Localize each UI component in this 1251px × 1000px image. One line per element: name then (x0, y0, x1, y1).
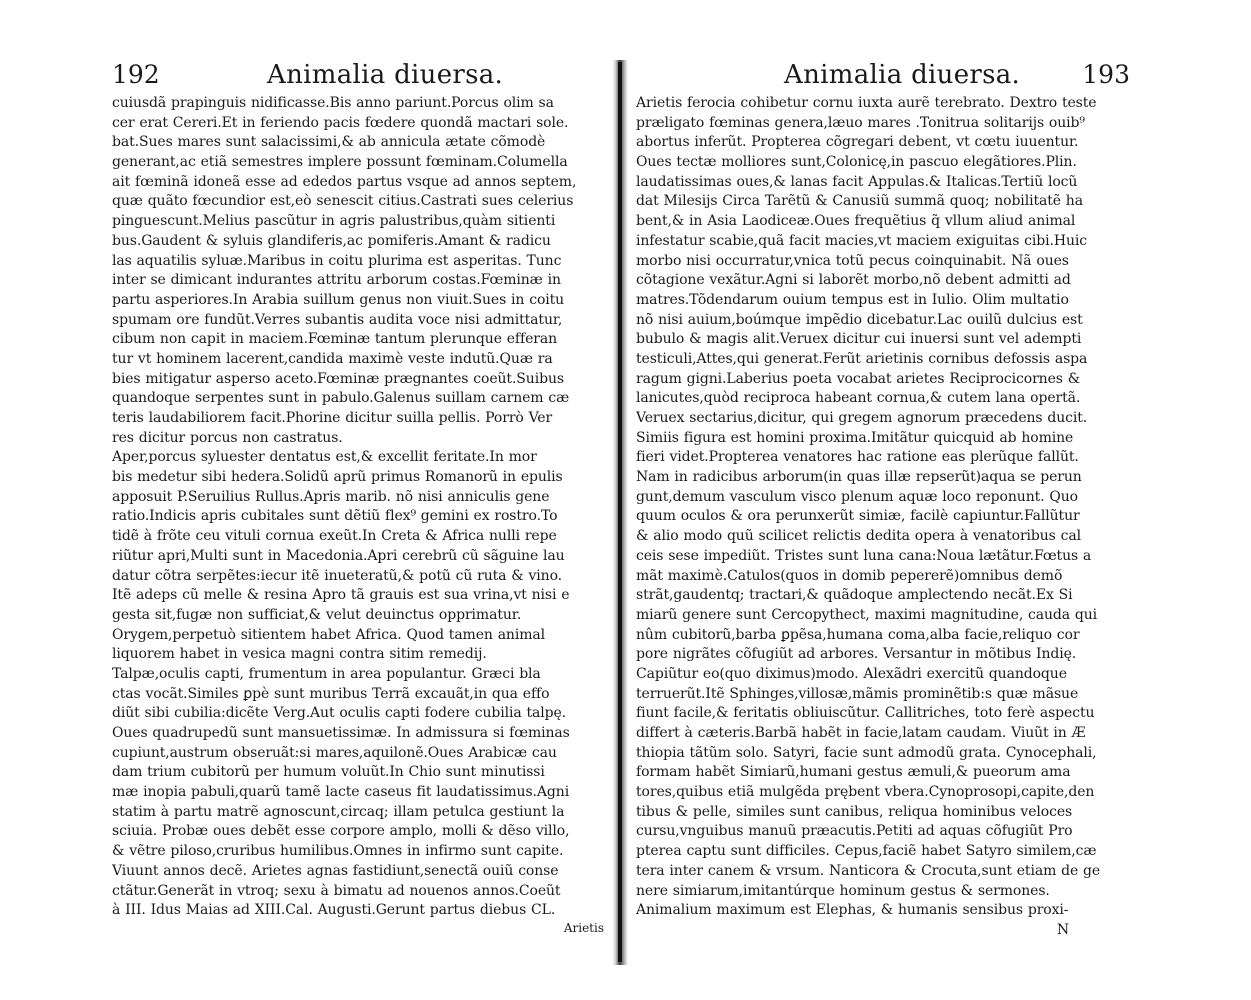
text-line: Aper,porcus syluester dentatus est,& excellit feritate.In mor (112, 449, 537, 466)
text-line: strãt,gaudentq; tractari,& quãdoque amplectendo necãt.Ex Si (636, 587, 1073, 604)
text-line: res dicitur porcus non castratus. (112, 429, 343, 446)
text-line: thiopia tãtũm solo. Satyri, facie sunt admodũ grata. Cynocephali, (636, 744, 1097, 761)
binding-shadow (618, 62, 622, 962)
text-line: matres.Tõdendarum ouium tempus est in Iulio. Olim multatio (636, 291, 1069, 308)
text-line: tera inter canem & vrsum. Nanticora & Crocuta,sunt etiam de ge (636, 862, 1101, 879)
text-line: bat.Sues mares sunt salacissimi,& ab annicula ætate cõmodè (112, 134, 546, 151)
text-line: morbo nisi occurratur,vnica totũ pecus coinquinabit. Nã oues (636, 252, 1069, 269)
text-line: tur vt hominem lacerent,candida maximè veste indutũ.Quæ ra (112, 350, 553, 367)
text-line: formam habẽt Simiarũ,humani gestus æmuli,& pueorum ama (636, 764, 1071, 781)
page-number-left: 192 (112, 60, 160, 89)
text-line: generant,ac etiã semestres implere possunt fœminam.Columella (112, 154, 568, 171)
text-line: nõ nisi auium,boúmque impẽdio dicebatur.Lac ouilũ dulcius est (636, 311, 1083, 328)
text-line: & alio modo quũ scilicet relictis dedita opera à venatoribus cal (636, 528, 1081, 545)
text-line: pinguescunt.Melius pascũtur in agris palustribus,quàm sitienti (112, 213, 556, 230)
page-number-right: 193 (1082, 60, 1130, 89)
text-line: nere simiarum,imitantúrque hominum gestus & sermones. (636, 882, 1050, 899)
text-line: teris laudabiliorem facit.Phorine dicitur suilla pellis. Porrò Ver (112, 410, 553, 426)
text-line: ceis sese impediũt. Tristes sunt luna cana:Noua lætãtur.Fœtus a (636, 547, 1092, 564)
text-line: Animalium maximum est Elephas, & humanis sensibus proxi- (636, 902, 1069, 919)
text-line: bent,& in Asia Laodiceæ.Oues frequẽtius q̃ vllum aliud animal (636, 213, 1076, 230)
text-line: statim à partu matrẽ agnoscunt,circaq; illam petulca gestiunt la (112, 803, 565, 820)
text-line: gunt,demum vasculum visco plenum aquæ loco reponunt. Quo (636, 488, 1078, 505)
text-line: Arietis ferocia cohibetur cornu iuxta aurẽ terebrato. Dextro teste (636, 95, 1097, 111)
text-line: præligato fœminas genera,læuo mares .Tonitrua solitarijs ouib⁹ (636, 114, 1085, 131)
text-line: laudatissimas oues,& lanas facit Appulas.& Italicas.Tertiũ locũ (636, 173, 1078, 190)
right-page-text (636, 94, 1130, 921)
text-line: riũtur apri,Multi sunt in Macedonia.Apri cerebrũ cũ sãguine lau (112, 547, 565, 564)
text-line: Oues quadrupedũ sunt mansuetissimæ. In admissura si fœminas (112, 725, 570, 741)
text-line: ratio.Indicis apris cubitales sunt dẽtiũ flex⁹ gemini ex rostro.To (112, 508, 558, 525)
text-line: abortus inferũt. Propterea cõgregari debent, vt cœtu iuuentur. (636, 134, 1079, 151)
text-line: ragum gigni.Laberius poeta vocabat arietes Reciprocicornes & (636, 370, 1081, 387)
text-line: bies mitigatur asperso aceto.Fœminæ prægnantes coeũt.Suibus (112, 370, 564, 387)
text-line: cer erat Cereri.Et in feriendo pacis fœdere quondã mactari sole. (112, 114, 569, 131)
text-line: Itẽ adeps cũ melle & resina Apro tã grauis est sua vrina,vt nisi e (112, 587, 570, 604)
right-page (636, 58, 1130, 988)
text-line: mãt maximè.Catulos(quos in domib pepererẽ)omnibus demõ (636, 567, 1063, 584)
text-line: Talpæ,oculis capti, frumentum in area populantur. Græci bla (112, 665, 541, 682)
catchword: Arietis (563, 920, 604, 935)
text-line: quæ quãto fœcundior est,eò senescit citius.Castrati sues celerius (112, 193, 574, 210)
text-line: cupiunt,austrum obseruãt:si mares,aquilonẽ.Oues Arabicæ cau (112, 744, 557, 761)
text-line: sciuia. Probæ oues debẽt esse corpore amplo, molli & dẽso villo, (112, 823, 570, 840)
text-line: cibum non capit in maciem.Fœminæ tantum plerunque efferan (112, 331, 558, 348)
text-line: ait fœminã idoneã esse ad ededos partus vsque ad annos septem, (112, 173, 577, 190)
text-line: Orygem,perpetuò sitientem habet Africa. Quod tamen animal (112, 626, 546, 643)
right-page-header (636, 58, 1130, 92)
text-line: dat Milesijs Circa Tarẽtũ & Canusiũ summã quoq; nobilitatẽ ha (636, 193, 1083, 210)
text-line: terruerũt.Itẽ Sphinges,villosæ,mãmis prominẽtib:s quæ mãsue (636, 685, 1079, 702)
running-title-right: Animalia diuersa. (784, 60, 1021, 90)
text-line: ctãtur.Generãt in vtroq; sexu à bimatu ad nouenos annos.Coeũt (112, 882, 561, 899)
text-line: à III. Idus Maias ad XIII.Cal. Augusti.Gerunt partus diebus CL. (112, 902, 556, 919)
text-line: quum oculos & ora perunxerũt simiæ, facilè capiuntur.Fallũtur (636, 508, 1080, 525)
text-line: Nam in radicibus arborum(in quas illæ repserũt)aqua se perun (636, 469, 1082, 486)
text-line: cõtagione vexãtur.Agni si laborẽt morbo,nõ debent admitti ad (636, 272, 1071, 289)
text-line: & vẽtre piloso,cruribus humilibus.Omnes in infirmo sunt capite. (112, 843, 564, 860)
left-page-header (112, 58, 604, 92)
left-page (112, 58, 604, 988)
text-line: testiculi,Attes,qui generat.Ferũt arietinis cornibus defossis aspa (636, 350, 1088, 367)
text-line: tibus & pelle, similes sunt canibus, reliqua hominibus veloces (636, 803, 1073, 820)
text-line: mæ inopia pabuli,quarũ tamẽ lacte caseus fit laudatissimus.Agni (112, 784, 570, 801)
text-line: pore nigrãtes cõfugiũt ad arbores. Versantur in mõtibus Indię. (636, 646, 1077, 663)
text-line: differt à cæteris.Barbã habẽt in facie,latam caudam. Viuũt in Æ (636, 725, 1086, 741)
running-title-left: Animalia diuersa. (267, 60, 504, 90)
signature-mark: N (1056, 921, 1070, 938)
text-line: diũt sibi cubilia:dicẽte Verg.Aut oculis capti fodere cubilia talpę. (112, 705, 567, 722)
text-line: apposuit P.Seruilius Rullus.Apris marib. nõ nisi anniculis gene (112, 488, 550, 505)
text-line: miarũ genere sunt Cercopythect, maximi magnitudine, cauda qui (636, 606, 1098, 623)
text-line: las aquatilis syluæ.Maribus in coitu plurima est asperitas. Tunc (112, 252, 562, 269)
text-line: gesta sit,fugæ non sufficiat,& velut deuinctus opprimatur. (112, 606, 522, 623)
text-line: infestatur scabie,quã facit macies,vt maciem exiguitas cibi.Huic (636, 232, 1088, 249)
text-line: datur cõtra serpẽtes:iecur itẽ inueteratũ,& potũ cũ ruta & vino. (112, 567, 563, 584)
text-line: tidẽ à frõte ceu vituli cornua exeũt.In Creta & Africa nulli repe (112, 528, 557, 545)
text-line: Veruex sectarius,dicitur, qui gregem agnorum præcedens ducit. (636, 410, 1088, 426)
text-line: pterea captu sunt difficiles. Cepus,faciẽ habet Satyro similem,cæ (636, 843, 1097, 860)
text-line: quandoque serpentes sunt in pabulo.Galenus suillam carnem cæ (112, 390, 570, 407)
text-line: Oues tectæ molliores sunt,Colonicę,in pascuo elegãtiores.Plin. (636, 154, 1077, 171)
text-line: inter se dimicant indurantes attritu arborum costas.Fœminæ in (112, 272, 561, 289)
text-line: bis medetur sibi hedera.Solidũ aprũ primus Romanorũ in epulis (112, 469, 563, 486)
text-line: cursu,vnguibus manuũ præacutis.Petiti ad aquas cõfugiũt Pro (636, 823, 1073, 840)
text-line: Viuunt annos decẽ. Arietes agnas fastidiunt,senectã ouiũ conse (112, 862, 559, 879)
text-line: dam trium cubitorũ per humum voluũt.In Chio sunt minutissi (112, 764, 545, 781)
text-line: tores,quibus etiã mulgẽda prębent vbera.Cynoprosopi,capite,den (636, 784, 1095, 801)
text-line: fieri videt.Propterea venatores hac ratione eas plerũque fallũt. (636, 449, 1079, 466)
text-line: bubulo & magis alit.Veruex dicitur cui inuersi sunt vel adempti (636, 331, 1082, 348)
text-line: lanicutes,quòd reciproca habeant cornua,& cutem lana opertã. (636, 390, 1081, 407)
text-line: spumam ore fundũt.Verres subantis audita voce nisi admittatur, (112, 311, 563, 328)
text-line: bus.Gaudent & syluis glandiferis,ac pomiferis.Amant & radicu (112, 232, 551, 249)
text-line: fiunt facile,& feritatis obliuiscũtur. Callitriches, toto ferè aspectu (636, 705, 1095, 722)
text-line: liquorem habet in vesica magni contra sitim remedij. (112, 646, 487, 663)
left-page-text (112, 94, 604, 921)
text-line: cuiusdã prapinguis nidificasse.Bis anno pariunt.Porcus olim sa (112, 95, 554, 111)
text-line: Simiis figura est homini proxima.Imitãtur quicquid ab homine (636, 429, 1074, 446)
text-line: nûm cubitorũ,barba ꝑpẽsa,humana coma,alba facie,reliquo cor (636, 626, 1080, 643)
text-line: ctas vocãt.Similes ꝑpè sunt muribus Terrã excauãt,in qua effo (112, 685, 550, 702)
text-line: Capiũtur eo(quo diximus)modo. Alexãdri exercitũ quandoque (636, 665, 1067, 682)
text-line: partu asperiores.In Arabia suillum genus non viuit.Sues in coitu (112, 291, 565, 308)
